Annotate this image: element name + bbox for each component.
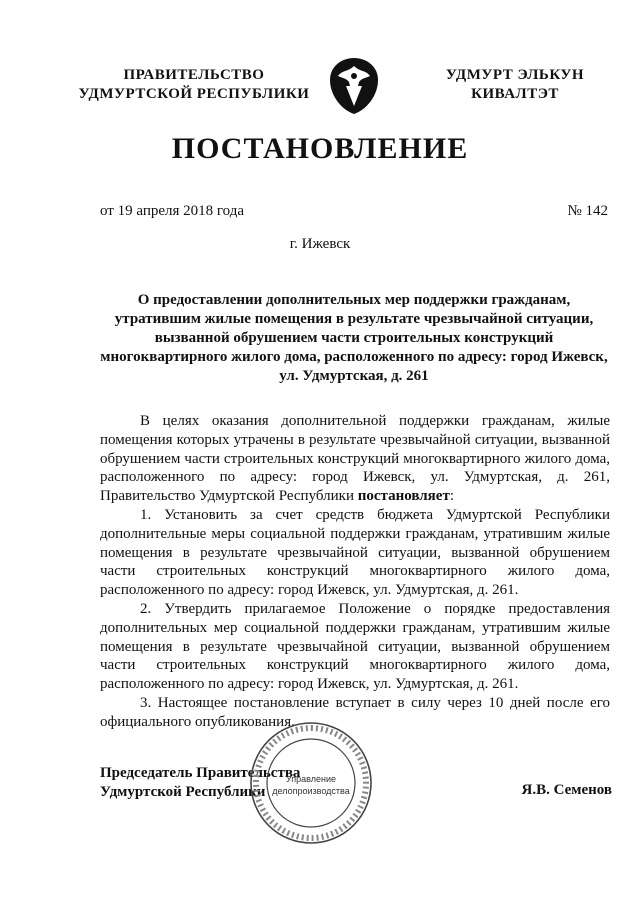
header-right (420, 66, 610, 104)
official-stamp (248, 720, 374, 846)
subject-line: ул. Удмуртская, д. 261 (279, 368, 429, 384)
body-item: 3. Настоящее постановление вступает в силу через 10 дней после его официального опубликования. (100, 694, 610, 730)
document-date: от 19 апреля 2018 года (100, 203, 245, 219)
subject-line: О предоставлении дополнительных мер поддержки гражданам, (137, 292, 571, 308)
intro-keyword: постановляет (357, 488, 450, 505)
signer-name: Я.В. Семенов (521, 782, 612, 798)
signature-title-line: Председатель Правительства (100, 765, 301, 781)
body-item: 2. Утвердить прилагаемое Положение о порядке предоставления дополнительных мер социальной поддержки гражданам, утратившим жилые помещения в результате чрезвычайной ситуации, вызванной обрушением части строительных конструкций многоквартирного жилого дома, расположенного по адресу: город Ижевск, ул. Удмуртская, д. 261. (100, 600, 610, 693)
header-right-line-1: УДМУРТ ЭЛЬКУН (445, 67, 585, 83)
subject-line: утратившим жилые помещения в результате чрезвычайной ситуации, (114, 311, 594, 327)
document-subject (84, 291, 624, 386)
document-number: № 142 (567, 203, 608, 219)
header-left-line-1: ПРАВИТЕЛЬСТВО (123, 67, 265, 83)
emblem-icon (326, 56, 382, 116)
stamp-line: делопроизводства (272, 786, 350, 796)
document-body (100, 412, 610, 732)
intro-text: В целях оказания дополнительной поддержки гражданам, жилые помещения которых утрачены в результате чрезвычайной ситуации, вызванной обрушением части строительных конструкций многоквартирного жилого дома, расположенного по адресу: город Ижевск, ул. Удмуртская, д. 261, Правительство Удмуртской Республики (100, 413, 610, 505)
subject-line: вызванной обрушением части строительных конструкций (154, 330, 554, 346)
header-left (64, 66, 324, 104)
header-right-line-2: КИВАЛТЭТ (471, 86, 559, 102)
document-city: г. Ижевск (289, 236, 351, 252)
subject-line: многоквартирного жилого дома, расположенного по адресу: город Ижевск, (100, 349, 608, 365)
intro-end: : (449, 488, 454, 505)
document-type: ПОСТАНОВЛЕНИЕ (171, 132, 469, 165)
body-item: 1. Установить за счет средств бюджета Удмуртской Республики дополнительные меры социальной поддержки гражданам, утратившим жилые помещения в результате чрезвычайной ситуации, вызванной обрушением части строительных конструкций многоквартирного жилого дома, расположенного по адресу: город Ижевск, ул. Удмуртская, д. 261. (100, 506, 610, 599)
header-left-line-2: УДМУРТСКОЙ РЕСПУБЛИКИ (78, 86, 310, 102)
stamp-line: Управление (285, 774, 337, 784)
signature-title-line: Удмуртской Республики (100, 784, 266, 800)
body-intro (100, 412, 610, 506)
